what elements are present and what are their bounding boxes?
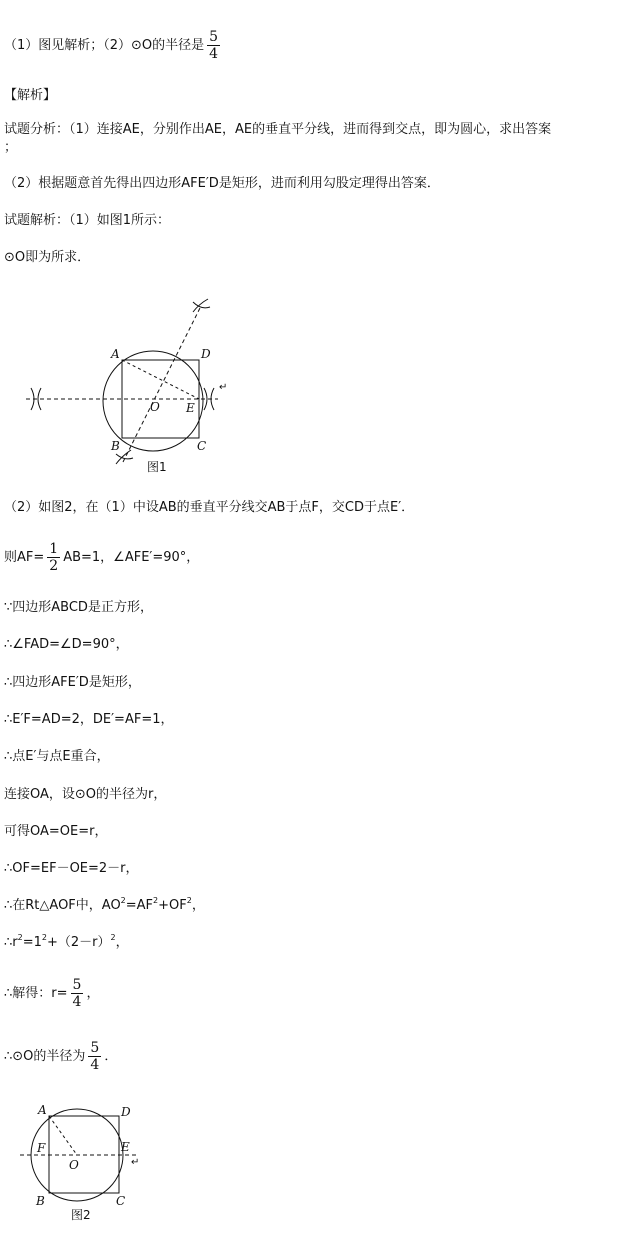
af-prefix: 则AF=: [4, 550, 45, 565]
fraction-numerator: 5: [72, 977, 82, 993]
label-c: C: [116, 1194, 126, 1208]
step-11-prefix: ∴解得：r=: [4, 986, 68, 1001]
step-12-prefix: ∴⊙O的半径为: [4, 1049, 86, 1064]
label-d: D: [121, 1105, 131, 1119]
return-mark-icon: ↵: [219, 382, 228, 393]
fraction-denominator: 4: [90, 1057, 100, 1073]
diagonal-bisector-line: [123, 306, 201, 462]
step-11-suffix: ，: [86, 986, 100, 1001]
answer-text: （1）图见解析；（2）⊙O的半径是: [4, 38, 205, 53]
label-b: B: [36, 1194, 45, 1208]
label-e: E: [186, 401, 195, 415]
fraction-numerator: 5: [209, 29, 219, 45]
step-12-suffix: ．: [104, 1049, 118, 1064]
step-6: 连接OA，设⊙O的半径为r，: [4, 787, 167, 802]
step-10-b: =1: [22, 935, 42, 950]
step-9-c: +OF: [158, 898, 187, 913]
analysis-line-1-cont: ；: [4, 140, 18, 155]
fraction-numerator: 5: [90, 1040, 100, 1056]
part2-intro: （2）如图2，在（1）中设AB的垂直平分线交AB于点F，交CD于点E′．: [4, 500, 415, 515]
figure-1: [0, 290, 260, 480]
step-9: [4, 897, 205, 915]
step-9-d: ，: [191, 898, 205, 913]
return-mark-icon: ↵: [131, 1157, 140, 1168]
figure-2-caption: 图2: [71, 1208, 91, 1222]
section-title: 【解析】: [4, 88, 57, 103]
label-b: B: [111, 439, 120, 453]
arc-mark-right-2: [211, 388, 214, 410]
arc-mark-top-2: [193, 299, 208, 312]
segment-oa: [49, 1116, 77, 1155]
step-10: [4, 934, 129, 952]
af-suffix: AB=1，∠AFE′=90°，: [63, 550, 200, 565]
step-10-d: ，: [115, 935, 129, 950]
step-7: 可得OA=OE=r，: [4, 824, 108, 839]
answer-line: [4, 29, 223, 62]
label-o: O: [69, 1158, 79, 1172]
segment-ae: [122, 360, 199, 399]
superscript-2: 2: [153, 896, 159, 905]
figure-1-caption: 图1: [147, 460, 167, 474]
superscript-2: 2: [41, 933, 47, 942]
af-fraction: [47, 541, 60, 574]
step-5: ∴点E′与点E重合，: [4, 749, 110, 764]
superscript-2: 2: [120, 896, 126, 905]
fraction-denominator: 4: [72, 994, 82, 1010]
af-line: [4, 541, 199, 574]
label-a: A: [111, 347, 120, 361]
step-3: ∴四边形AFE′D是矩形，: [4, 675, 141, 690]
step-10-c: +（2－r）: [46, 935, 111, 950]
fraction-denominator: 4: [209, 46, 219, 62]
step-4: ∴E′F=AD=2，DE′=AF=1，: [4, 712, 174, 727]
step-9-a: ∴在Rt△AOF中，AO: [4, 898, 121, 913]
step-9-b: =AF: [125, 898, 154, 913]
fraction-numerator: 1: [49, 541, 59, 557]
answer-fraction: [207, 29, 220, 62]
label-c: C: [197, 439, 207, 453]
step-10-a: ∴r: [4, 935, 18, 950]
superscript-2: 2: [186, 896, 192, 905]
analysis-line-2: （2）根据题意首先得出四边形AFE′D是矩形，进而利用勾股定理得出答案．: [4, 176, 440, 191]
label-f: F: [37, 1141, 46, 1155]
superscript-2: 2: [17, 933, 23, 942]
superscript-2: 2: [110, 933, 116, 942]
r-fraction: [71, 977, 84, 1010]
solution-line-1: 试题解析：（1）如图1所示：: [4, 213, 171, 228]
figure-2: [0, 1100, 180, 1240]
fraction-denominator: 2: [49, 558, 59, 574]
step-2: ∴∠FAD=∠D=90°，: [4, 637, 129, 652]
label-o: O: [150, 400, 160, 414]
step-8: ∴OF=EF－OE=2－r，: [4, 861, 139, 876]
label-e: E: [121, 1140, 130, 1154]
radius-fraction: [88, 1040, 101, 1073]
step-11: [4, 977, 99, 1010]
label-d: D: [201, 347, 211, 361]
analysis-line-1: 试题分析：（1）连接AE，分别作出AE，AE的垂直平分线，进而得到交点，即为圆心，求出答案: [4, 122, 552, 137]
label-a: A: [38, 1103, 47, 1117]
solution-line-2: ⊙O即为所求．: [4, 250, 91, 265]
step-1: ∵四边形ABCD是正方形，: [4, 600, 153, 615]
arc-mark-left: [31, 388, 34, 410]
step-12: [4, 1040, 117, 1073]
